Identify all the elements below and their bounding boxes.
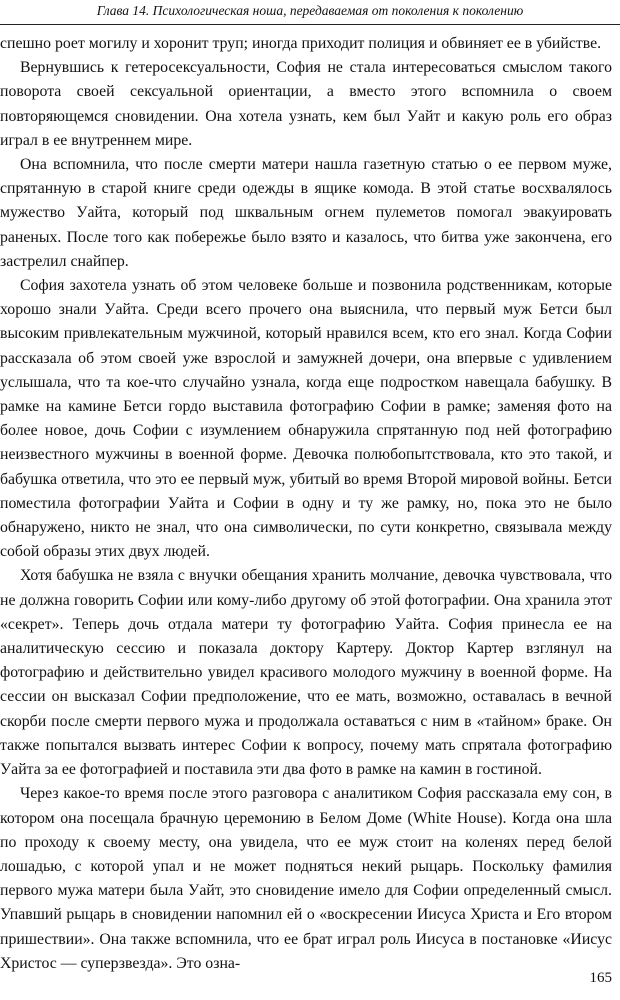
header-divider <box>0 24 620 25</box>
paragraph: Хотя бабушка не взяла с внучки обещания хранить молчание, девочка чувствовала, что не должна говорить Софии или кому-либо другому об этой фотографии. Она хранила этот «секрет». Теперь дочь отдала матери ту фотографию Уайта. София принесла ее на аналитическую сессию и показала доктору Картеру. Доктор Картер взглянул на фотографию и действительно увидел красивого молодого мужчину в военной форме. На сессии он высказал Софии предположение, что ее мать, возможно, оставалась в вечной скорби после смерти первого мужа и продолжала оставаться с ним в «тайном» браке. Он также попытался вызвать интерес Софии к вопросу, почему мать спрятала фотографию Уайта за ее фотографией и поставила эти два фото в рамке на камин в гостиной. <box>0 567 612 779</box>
paragraph: Через какое-то время после этого разговора с аналитиком София рассказала ему сон, в котором она посещала брачную церемонию в Белом Доме (White House). Когда она шла по проходу к своему месту, она увидела, что ее муж стоит на коленях перед белой лошадью, с которой упал и не может подняться некий рыцарь. Поскольку фамилия первого мужа матери была Уайт, это сновидение имело для Софии определенный смысл. Упавший рыцарь в сновидении напомнил ей о «воскресении Иисуса Христа и Его втором пришествии». Она также вспомнила, что ее брат играл роль Иисуса в постановке «Иисус Христос — суперзвезда». Это озна- <box>0 785 612 972</box>
paragraph-continued: спешно роет могилу и хоронит труп; иногда приходит полиция и обвиняет ее в убийстве. <box>0 35 602 52</box>
paragraph: Вернувшись к гетеросексуальности, София не стала интересоваться смыслом такого поворота своей сексуальной ориентации, а вместо этого вспомнила о своем повторяющемся сновидении. Она хотела узнать, кем был Уайт и какую роль его образ играл в ее внутреннем мире. <box>0 59 612 149</box>
page-number: 165 <box>589 970 612 986</box>
paragraph: София захотела узнать об этом человеке больше и позвонила родственникам, которые хорошо знали Уайта. Среди всего прочего она выяснила, что первый муж Бетси был высоким привлекательным мужчиной, который нравился всем, кто его знал. Когда Софии рассказала об этом своей уже взрослой и замужней дочери, она впервые с удивлением услышала, что та кое-что случайно узнала, когда еще подростком навещала бабушку. В рамке на камине Бетси гордо выставила фотографию Софии в рамке; заменяя фото на более новое, дочь Софии с изумлением обнаружила спрятанную под ней фотографию неизвестного мужчины в военной форме. Девочка полюбопытствовала, кто это такой, и бабушка ответила, что это ее первый муж, убитый во время Второй мировой войны. Бетси поместила фотографии Уайта и Софии в одну и ту же рамку, но, пока это не было обнаружено, никто не знал, что она символически, по сути конкретно, связывала между собой образы этих двух людей. <box>0 277 612 561</box>
running-header: Глава 14. Психологическая ноша, передаваемая от поколения к поколению <box>96 3 524 18</box>
page-body <box>0 32 612 976</box>
paragraph: Она вспомнила, что после смерти матери нашла газетную статью о ее первом муже, спрятанную в старой книге среди одежды в ящике комода. В этой статье восхвалялось мужество Уайта, который под шквальным огнем пулеметов помогал эвакуировать раненых. После того как побережье было взято и казалось, что битва уже закончена, его застрелил снайпер. <box>0 156 612 270</box>
